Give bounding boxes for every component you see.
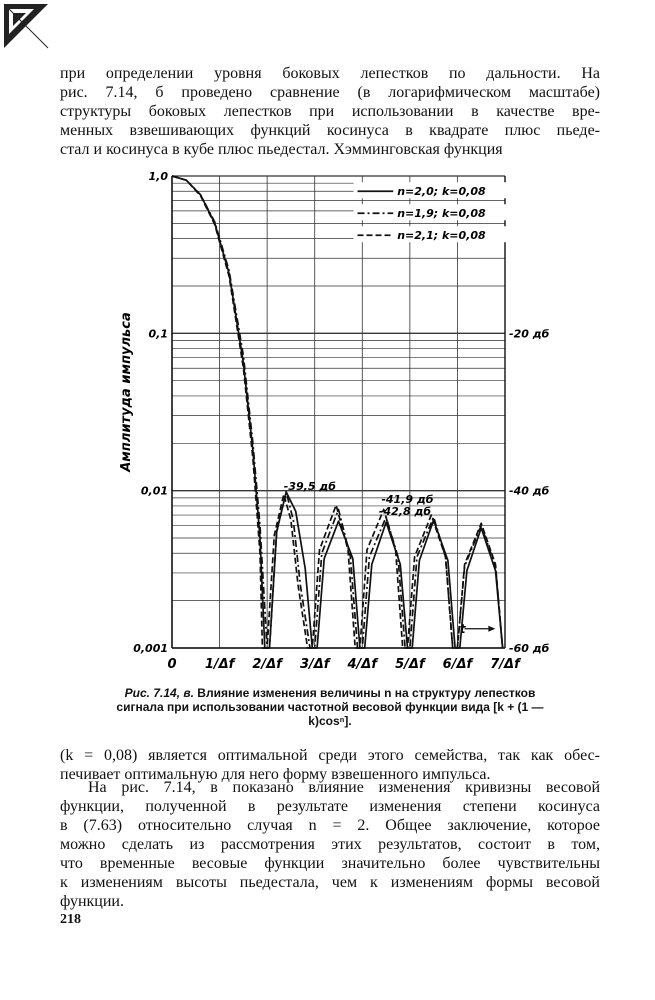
y-tick-label: 1,0 xyxy=(148,170,168,183)
text-line: при определении уровня боковых лепестков по дальности. На xyxy=(60,65,600,82)
annotation-label: -41,9 дб xyxy=(381,493,434,507)
caption-text: Влияние изменения величины n на структуру лепестков сигнала при использовании частотной весовой функции вида [k + (1 — k)cosⁿ]. xyxy=(116,686,544,728)
corner-ornament xyxy=(4,4,52,52)
paragraph-top xyxy=(60,64,600,159)
text-line: к изменениям высоты пьедестала, чем к изменениям формы весовой xyxy=(60,874,600,891)
text-line: можно сделать из рассмотрения этих результатов, состоит в том, xyxy=(60,836,600,853)
text-line: в (7.63) относительно случая n = 2. Общее заключение, которое xyxy=(60,817,600,834)
figure-caption xyxy=(100,686,560,728)
y-axis-label: Амплитуда импульса xyxy=(119,312,134,472)
annotation-label: -39,5 дб xyxy=(283,480,336,494)
figure-chart xyxy=(110,170,550,672)
x-tick-label: 1/Δf xyxy=(204,657,235,672)
text-line: функции. xyxy=(60,893,124,910)
text-line: (k = 0,08) является оптимальной среди этого семейства, так как обес- xyxy=(60,747,600,764)
x-axis-arrowhead xyxy=(488,626,495,632)
x-tick-label: 6/Δf xyxy=(442,657,473,672)
x-tick-label: 7/Δf xyxy=(490,657,520,672)
x-tick-label: 4/Δf xyxy=(347,657,378,672)
x-tick-label: 3/Δf xyxy=(299,657,330,672)
x-tick-label: 0 xyxy=(167,657,177,672)
text-line: структуры боковых лепестков при использовании в качестве вре- xyxy=(60,103,600,120)
y-tick-label: 0,1 xyxy=(148,327,168,341)
x-axis-label: t xyxy=(459,621,466,636)
text-line: стал и косинуса в кубе плюс пьедестал. Хэмминговская функция xyxy=(60,141,503,158)
y-tick-label: 0,01 xyxy=(140,484,168,498)
text-line: функции, полученной в результате изменения степени косинуса xyxy=(60,798,600,815)
y2-tick-label: -40 дб xyxy=(509,484,550,498)
legend-entry: n=1,9; k=0,08 xyxy=(397,207,486,221)
text-line: печивает оптимальную для него форму взвешенного импульса. xyxy=(60,766,491,783)
caption-label: Рис. 7.14, в. xyxy=(124,686,194,700)
text-line: На рис. 7.14, в показано влияние изменения кривизны весовой xyxy=(88,779,600,796)
legend-entry: n=2,0; k=0,08 xyxy=(397,185,486,199)
y2-tick-label: -20 дб xyxy=(509,327,550,341)
text-line: рис. 7.14, б проведено сравнение (в логарифмическом масштабе) xyxy=(60,84,600,101)
text-line: что временные весовые функции значительно более чувствительны xyxy=(60,855,600,872)
page-number: 218 xyxy=(60,912,81,927)
y2-tick-label: -60 дб xyxy=(509,642,550,655)
legend-entry: n=2,1; k=0,08 xyxy=(397,229,486,243)
paragraph-main xyxy=(60,778,600,911)
x-tick-label: 5/Δf xyxy=(395,657,425,672)
annotation-label: -42,8 дб xyxy=(378,505,432,519)
y-tick-label: 0,001 xyxy=(133,642,168,655)
series-line xyxy=(172,176,503,648)
x-tick-label: 2/Δf xyxy=(252,657,282,672)
text-line: менных взвешивающих функций косинуса в квадрате плюс пьеде- xyxy=(60,122,600,139)
